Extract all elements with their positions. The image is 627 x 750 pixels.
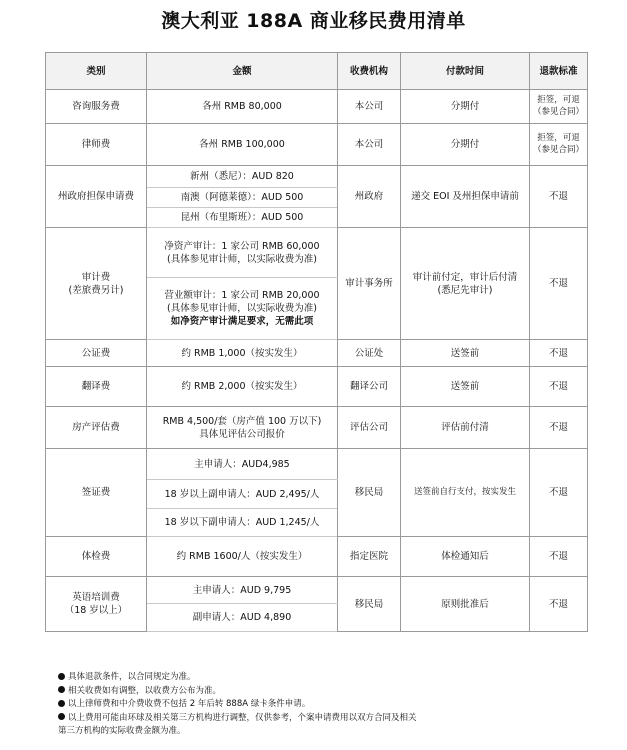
table-row (46, 90, 588, 124)
header-refund: 退款标准 (530, 53, 588, 90)
english-category-note: （18 岁以上） (64, 605, 128, 616)
note-item: 以上费用可能由环球及相关第三方机构进行调整，仅供参考，个案申请费用以双方合同及相关 (58, 712, 598, 726)
row-amount: 昆州（布里斯班）：AUD 500 (147, 208, 338, 228)
row-time: 原则批准后 (401, 577, 530, 632)
row-refund: 拒签，可退（参见合同） (530, 124, 588, 166)
table-row (46, 577, 588, 604)
row-category: 房产评估费 (46, 407, 147, 449)
row-category (46, 228, 147, 340)
row-amount: 新州（悉尼）：AUD 820 (147, 166, 338, 188)
revenue-audit-note: (具体参见审计师，以实际收费为准) (167, 303, 317, 314)
table-header-row (46, 53, 588, 90)
row-time: 递交 EOI 及州担保申请前 (401, 166, 530, 228)
row-amount: 南澳（阿德莱德）：AUD 500 (147, 188, 338, 208)
bullet-icon (58, 713, 65, 720)
row-amount: 约 RMB 2,000（按实发生） (147, 367, 338, 407)
header-time: 付款时间 (401, 53, 530, 90)
note-item: 相关收费如有调整，以收费方公布为准。 (58, 685, 598, 699)
header-amount: 金额 (147, 53, 338, 90)
fee-table (45, 52, 588, 632)
row-org: 本公司 (338, 90, 401, 124)
row-amount (147, 407, 338, 449)
property-amount-note: 具体见评估公司报价 (199, 428, 285, 440)
note-item-continuation: 第三方机构的实际收费金额为准。 (58, 726, 186, 736)
revenue-audit: 营业额审计：1 家公司 RMB 20,000 (164, 290, 320, 301)
table-row (46, 367, 588, 407)
table-row (46, 166, 588, 188)
row-time (401, 228, 530, 340)
audit-time: 审计前付定，审计后付清 (412, 271, 518, 283)
row-category: 签证费 (46, 449, 147, 537)
row-amount: 约 RMB 1600/人（按实发生） (147, 537, 338, 577)
row-refund: 不退 (530, 367, 588, 407)
revenue-audit-condition: 如净资产审计满足要求，无需此项 (170, 316, 314, 327)
row-amount: 约 RMB 1,000（按实发生） (147, 340, 338, 367)
row-org: 本公司 (338, 124, 401, 166)
row-refund: 不退 (530, 166, 588, 228)
row-time: 体检通知后 (401, 537, 530, 577)
row-org: 移民局 (338, 577, 401, 632)
table-row (46, 228, 588, 278)
row-time: 分期付 (401, 124, 530, 166)
table-row (46, 537, 588, 577)
row-category: 体检费 (46, 537, 147, 577)
table-row (46, 340, 588, 367)
footnotes (58, 671, 598, 739)
row-category (46, 577, 147, 632)
row-refund: 不退 (530, 407, 588, 449)
row-time: 送签前 (401, 367, 530, 407)
page-title: 澳大利亚 188A 商业移民费用清单 (161, 10, 466, 32)
row-refund: 不退 (530, 537, 588, 577)
header-category: 类别 (46, 53, 147, 90)
audit-category-label: 审计费 (81, 271, 111, 283)
row-category: 州政府担保申请费 (46, 166, 147, 228)
row-amount: 主申请人：AUD4,985 (147, 449, 338, 480)
row-category: 公证费 (46, 340, 147, 367)
row-org: 审计事务所 (338, 228, 401, 340)
row-category: 翻译费 (46, 367, 147, 407)
row-org: 移民局 (338, 449, 401, 537)
audit-category-note: (差旅费另计) (68, 284, 124, 296)
row-amount: 各州 RMB 80,000 (147, 90, 338, 124)
bullet-icon (58, 686, 65, 693)
table-row (46, 407, 588, 449)
property-amount: RMB 4,500/套（房产值 100 万以下) (162, 415, 322, 427)
english-category-label: 英语培训费 (72, 592, 120, 603)
row-refund: 不退 (530, 577, 588, 632)
row-org: 公证处 (338, 340, 401, 367)
audit-time-note: (悉尼先审计) (437, 284, 493, 296)
table-row (46, 449, 588, 480)
row-amount: 18 岁以下副申请人：AUD 1,245/人 (147, 509, 338, 537)
note-item: 以上律师费和中介费收费不包括 2 年后转 888A 绿卡条件申请。 (58, 698, 598, 712)
header-org: 收费机构 (338, 53, 401, 90)
table-row (46, 124, 588, 166)
row-time: 送签前 (401, 340, 530, 367)
row-refund: 不退 (530, 449, 588, 537)
row-time: 送签前自行支付，按实发生 (401, 449, 530, 537)
row-time: 分期付 (401, 90, 530, 124)
row-amount (147, 228, 338, 278)
row-amount (147, 278, 338, 340)
row-amount: 副申请人：AUD 4,890 (147, 604, 338, 632)
row-category: 咨询服务费 (46, 90, 147, 124)
row-org: 翻译公司 (338, 367, 401, 407)
row-category: 律师费 (46, 124, 147, 166)
row-amount: 18 岁以上副申请人：AUD 2,495/人 (147, 480, 338, 509)
row-refund: 不退 (530, 340, 588, 367)
row-time: 评估前付清 (401, 407, 530, 449)
row-amount: 各州 RMB 100,000 (147, 124, 338, 166)
row-refund: 不退 (530, 228, 588, 340)
row-amount: 主申请人：AUD 9,795 (147, 577, 338, 604)
row-org: 指定医院 (338, 537, 401, 577)
bullet-icon (58, 673, 65, 680)
net-asset-audit: 净资产审计：1 家公司 RMB 60,000 (164, 240, 320, 252)
bullet-icon (58, 700, 65, 707)
net-asset-audit-note: (具体参见审计师，以实际收费为准) (167, 253, 317, 265)
row-org: 州政府 (338, 166, 401, 228)
row-refund: 拒签，可退（参见合同） (530, 90, 588, 124)
note-item: 具体退款条件，以合同规定为准。 (58, 671, 598, 685)
row-org: 评估公司 (338, 407, 401, 449)
